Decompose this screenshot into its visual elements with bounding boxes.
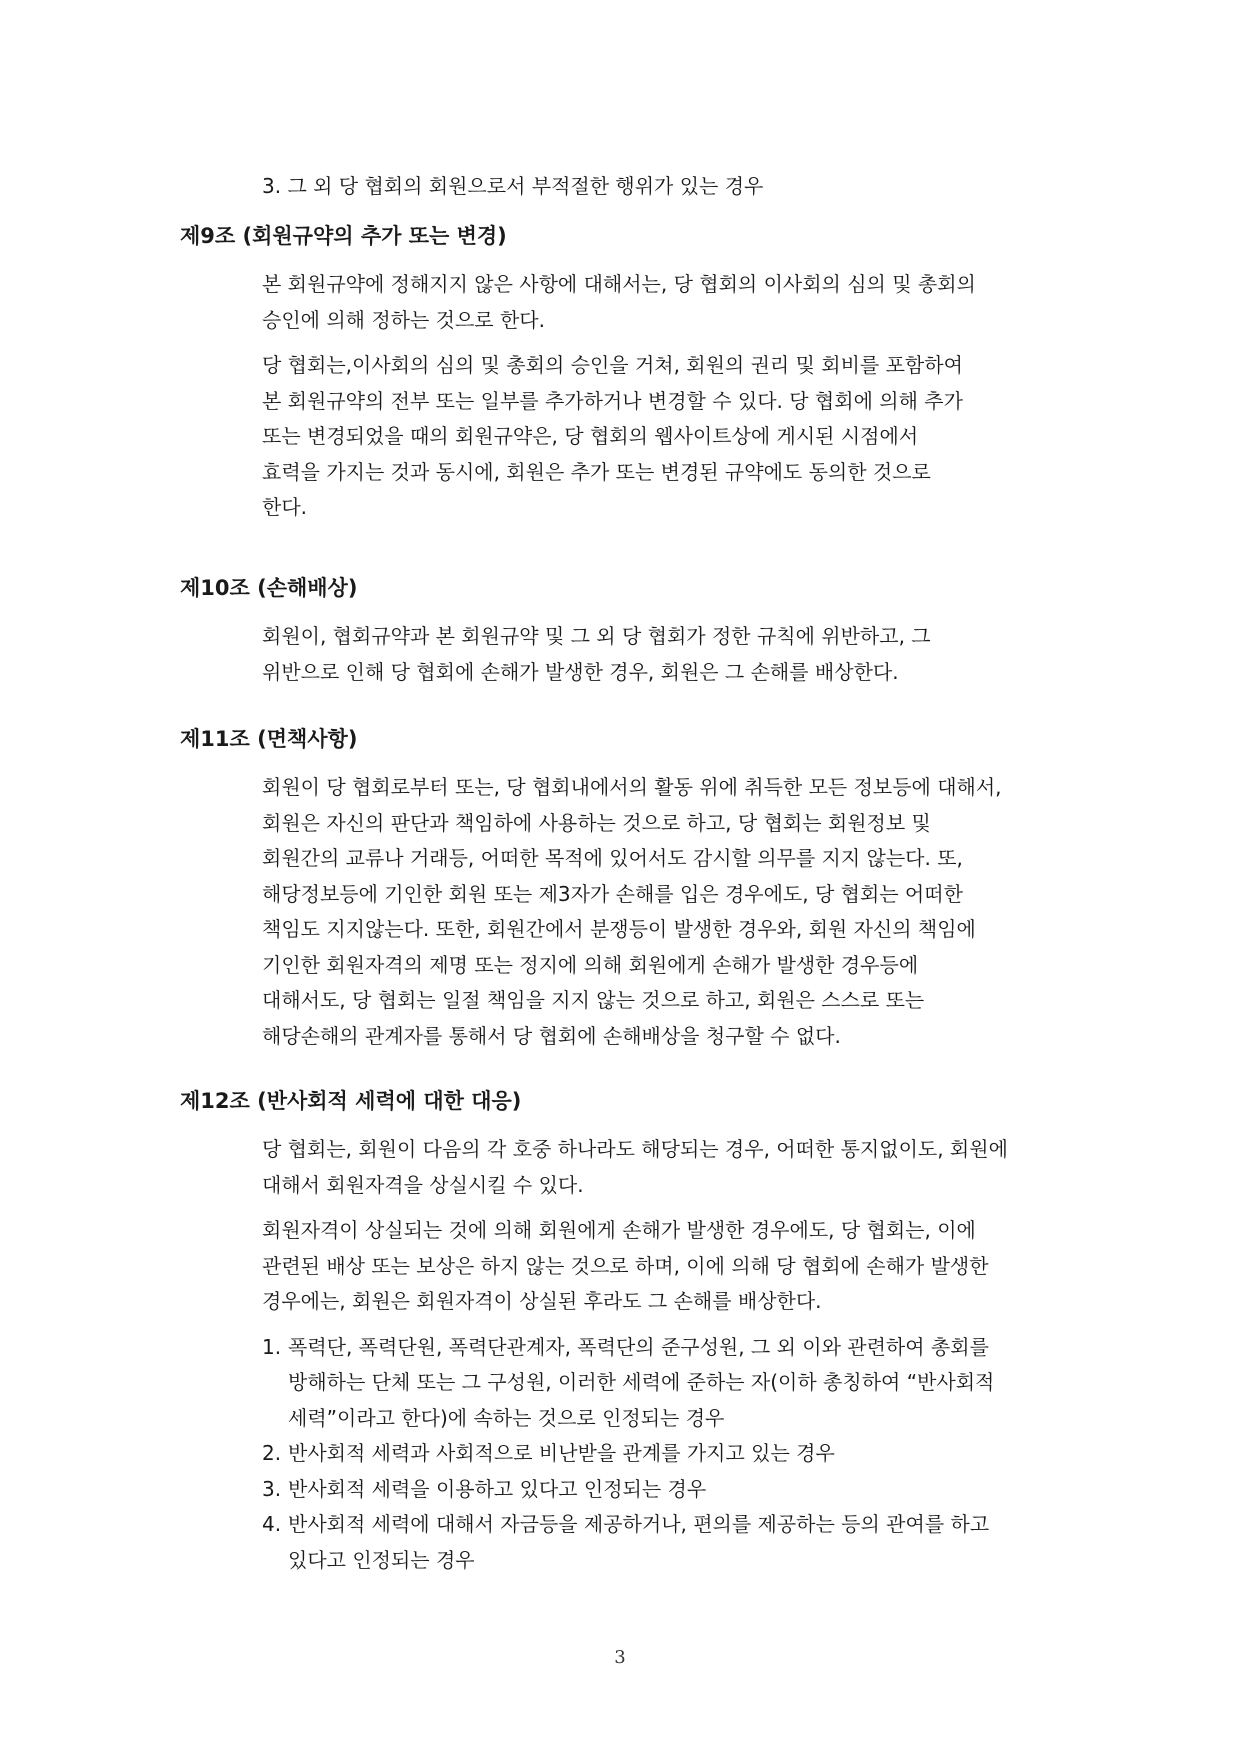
page-number: 3: [614, 1647, 626, 1668]
text-line: 방해하는 단체 또는 그 구성원, 이러한 세력에 준하는 자(이하 총칭하여 “반사회적: [288, 1370, 995, 1394]
text-line: 기인한 회원자격의 제명 또는 정지에 의해 회원에게 손해가 발생한 경우등에: [262, 952, 919, 977]
text-line: 당 협회는, 회원이 다음의 각 호중 하나라도 해당되는 경우, 어떠한 통지없이도, 회원에: [262, 1137, 1008, 1161]
article-heading: 제10조 (손해배상): [180, 576, 358, 600]
paragraph: [262, 267, 1080, 338]
text-line: 책임도 지지않는다. 또한, 회원간에서 분쟁등이 발생한 경우와, 회원 자신의 책임에: [262, 917, 976, 941]
text-line: 폭력단, 폭력단원, 폭력단관계자, 폭력단의 준구성원, 그 외 이와 관련하여 총회를: [288, 1334, 989, 1359]
list-number: 3.: [262, 1476, 282, 1501]
list-item: [262, 1330, 1080, 1437]
text-line: 대해서도, 당 협회는 일절 책임을 지지 않는 것으로 하고, 회원은 스스로 또는: [262, 988, 925, 1012]
paragraph: [262, 1213, 1080, 1320]
numbered-list: [262, 1330, 1080, 1579]
text-line: 본 회원규약에 정해지지 않은 사항에 대해서는, 당 협회의 이사회의 심의 및 총회의: [262, 272, 976, 296]
list-text: [288, 1472, 706, 1508]
list-number: 1.: [262, 1334, 282, 1359]
text-line: 경우에는, 회원은 회원자격이 상실된 후라도 그 손해를 배상한다.: [262, 1289, 822, 1313]
list-text: [288, 1436, 835, 1472]
article-heading: 제9조 (회원규약의 추가 또는 변경): [180, 224, 507, 248]
text-line: 반사회적 세력에 대해서 자금등을 제공하거나, 편의를 제공하는 등의 관여를 하고: [288, 1512, 990, 1536]
text-line: 당 협회는,이사회의 심의 및 총회의 승인을 거쳐, 회원의 권리 및 회비를 포함하여: [262, 353, 963, 377]
list-item: [262, 1472, 1080, 1508]
text-line: 세력”이라고 한다)에 속하는 것으로 인정되는 경우: [288, 1405, 725, 1430]
text-line: 한다.: [262, 495, 307, 519]
paragraph: [262, 348, 1080, 526]
text-line: 회원이 당 협회로부터 또는, 당 협회내에서의 활동 위에 취득한 모든 정보등에 대해서,: [262, 775, 1002, 799]
article-9: [180, 221, 1080, 536]
text-line: 회원이, 협회규약과 본 회원규약 및 그 외 당 협회가 정한 규칙에 위반하고, 그: [262, 624, 931, 648]
text-line: 반사회적 세력과 사회적으로 비난받을 관계를 가지고 있는 경우: [288, 1441, 835, 1465]
list-number: 4.: [262, 1512, 282, 1536]
list-text: [288, 1507, 989, 1578]
text-line: 본 회원규약의 전부 또는 일부를 추가하거나 변경할 수 있다. 당 협회에 의해 추가: [262, 388, 963, 413]
text-line: 해당손해의 관계자를 통해서 당 협회에 손해배상을 청구할 수 없다.: [262, 1023, 841, 1048]
text-line: 대해서 회원자격을 상실시킬 수 있다.: [262, 1172, 584, 1197]
article-10: [180, 573, 1080, 700]
text-line: 승인에 의해 정하는 것으로 한다.: [262, 307, 545, 332]
article-heading: 제12조 (반사회적 세력에 대한 대응): [180, 1089, 522, 1113]
text-line: 회원은 자신의 판단과 책임하에 사용하는 것으로 하고, 당 협회는 회원정보 및: [262, 810, 931, 835]
text-line: 있다고 인정되는 경우: [288, 1547, 475, 1572]
paragraph: [262, 619, 1080, 690]
list-item: [262, 1436, 1080, 1472]
text-line: 해당정보등에 기인한 회원 또는 제3자가 손해를 입은 경우에도, 당 협회는 어떠한: [262, 881, 963, 906]
text-line: 반사회적 세력을 이용하고 있다고 인정되는 경우: [288, 1476, 707, 1501]
paragraph: [262, 1132, 1080, 1203]
paragraph: [262, 770, 1080, 1054]
text-line: 또는 변경되었을 때의 회원규약은, 당 협회의 웹사이트상에 게시된 시점에서: [262, 424, 919, 448]
article-heading: 제11조 (면책사항): [180, 727, 358, 751]
text-line: 회원자격이 상실되는 것에 의해 회원에게 손해가 발생한 경우에도, 당 협회는, 이에: [262, 1218, 976, 1242]
text-line: 효력을 가지는 것과 동시에, 회원은 추가 또는 변경된 규약에도 동의한 것으로: [262, 459, 931, 484]
text-line: 위반으로 인해 당 협회에 손해가 발생한 경우, 회원은 그 손해를 배상한다.: [262, 659, 899, 684]
continued-list-item: 3. 그 외 당 협회의 회원으로서 부적절한 행위가 있는 경우: [262, 174, 764, 198]
list-text: [288, 1330, 994, 1437]
list-item: [262, 1507, 1080, 1578]
text-line: 회원간의 교류나 거래등, 어떠한 목적에 있어서도 감시할 의무를 지지 않는다. 또,: [262, 846, 963, 870]
article-11: [180, 724, 1080, 1064]
list-number: 2.: [262, 1441, 282, 1465]
article-12: [180, 1086, 1080, 1578]
text-line: 관련된 배상 또는 보상은 하지 않는 것으로 하며, 이에 의해 당 협회에 손해가 발생한: [262, 1253, 989, 1278]
